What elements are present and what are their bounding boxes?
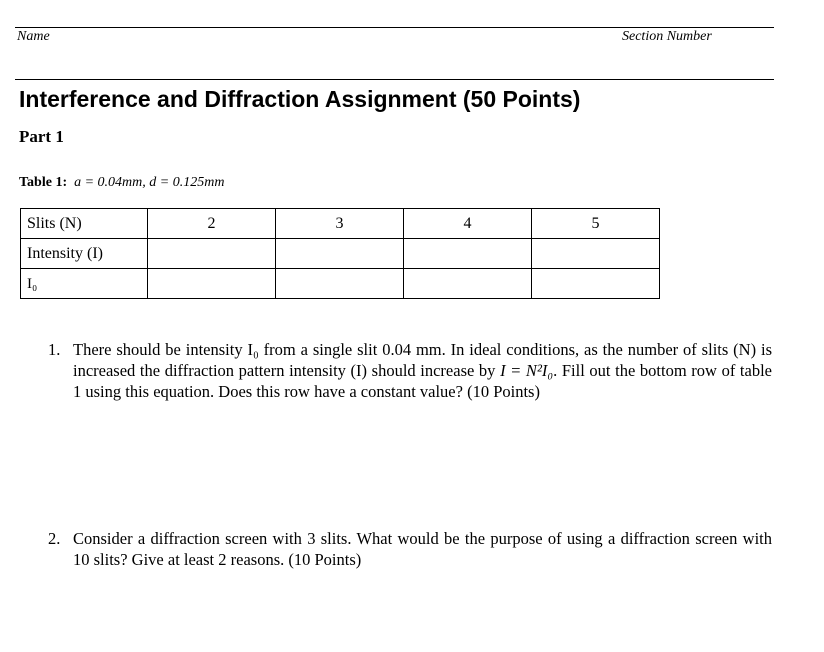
data-table — [20, 208, 660, 299]
table-row — [21, 269, 660, 299]
question-text — [73, 528, 772, 570]
row-label-cell — [21, 269, 148, 299]
table-cell[interactable] — [532, 269, 660, 299]
table-row — [21, 239, 660, 269]
part-heading: Part 1 — [19, 127, 64, 146]
table-cell[interactable] — [276, 269, 404, 299]
table-cell[interactable] — [404, 269, 532, 299]
question-number: 1. — [48, 340, 61, 359]
question-text-part-a: There should be intensity I₀ from a single slit 0.04 mm. In ideal conditions, as the number of slits (N) is increased the diffraction pattern intensity (I) should increase by — [73, 340, 772, 380]
table-cell: 4 — [404, 209, 532, 239]
table-cell: 2 — [148, 209, 276, 239]
question-2 — [48, 528, 772, 570]
name-label: Name — [17, 29, 50, 44]
table-caption-params: a = 0.04mm, d = 0.125mm — [74, 175, 225, 190]
question-text — [73, 339, 772, 402]
table-cell[interactable] — [148, 239, 276, 269]
question-text-part-b: . Fill out the bottom row of table 1 using this equation. Does this row have a constant value? (10 Points) — [73, 361, 772, 401]
table-cell: 3 — [276, 209, 404, 239]
table-cell[interactable] — [148, 269, 276, 299]
row-label-cell — [21, 239, 148, 269]
row-label: Slits (N) — [27, 214, 82, 232]
question-text-part-a: Consider a diffraction screen with 3 slits. What would be the purpose of using a diffraction screen with 10 slits? Give at least 2 reasons. (10 Points) — [73, 529, 772, 569]
header-top-rule — [15, 27, 774, 28]
table-row — [21, 209, 660, 239]
table-caption-label: Table 1: — [19, 175, 68, 190]
row-label-cell — [21, 209, 148, 239]
table-cell[interactable] — [404, 239, 532, 269]
table-cell[interactable] — [276, 239, 404, 269]
row-label: Intensity (I) — [27, 244, 103, 262]
page-title: Interference and Diffraction Assignment (50 Points) — [19, 86, 581, 112]
question-1 — [48, 339, 772, 402]
question-number: 2. — [48, 529, 61, 548]
row-label: I₀ — [27, 275, 38, 292]
header-bottom-rule — [15, 79, 774, 80]
question-equation: I = N²I₀ — [500, 361, 554, 380]
section-number-label: Section Number — [622, 29, 712, 44]
table-cell: 5 — [532, 209, 660, 239]
table-caption — [19, 175, 224, 191]
table-cell[interactable] — [532, 239, 660, 269]
